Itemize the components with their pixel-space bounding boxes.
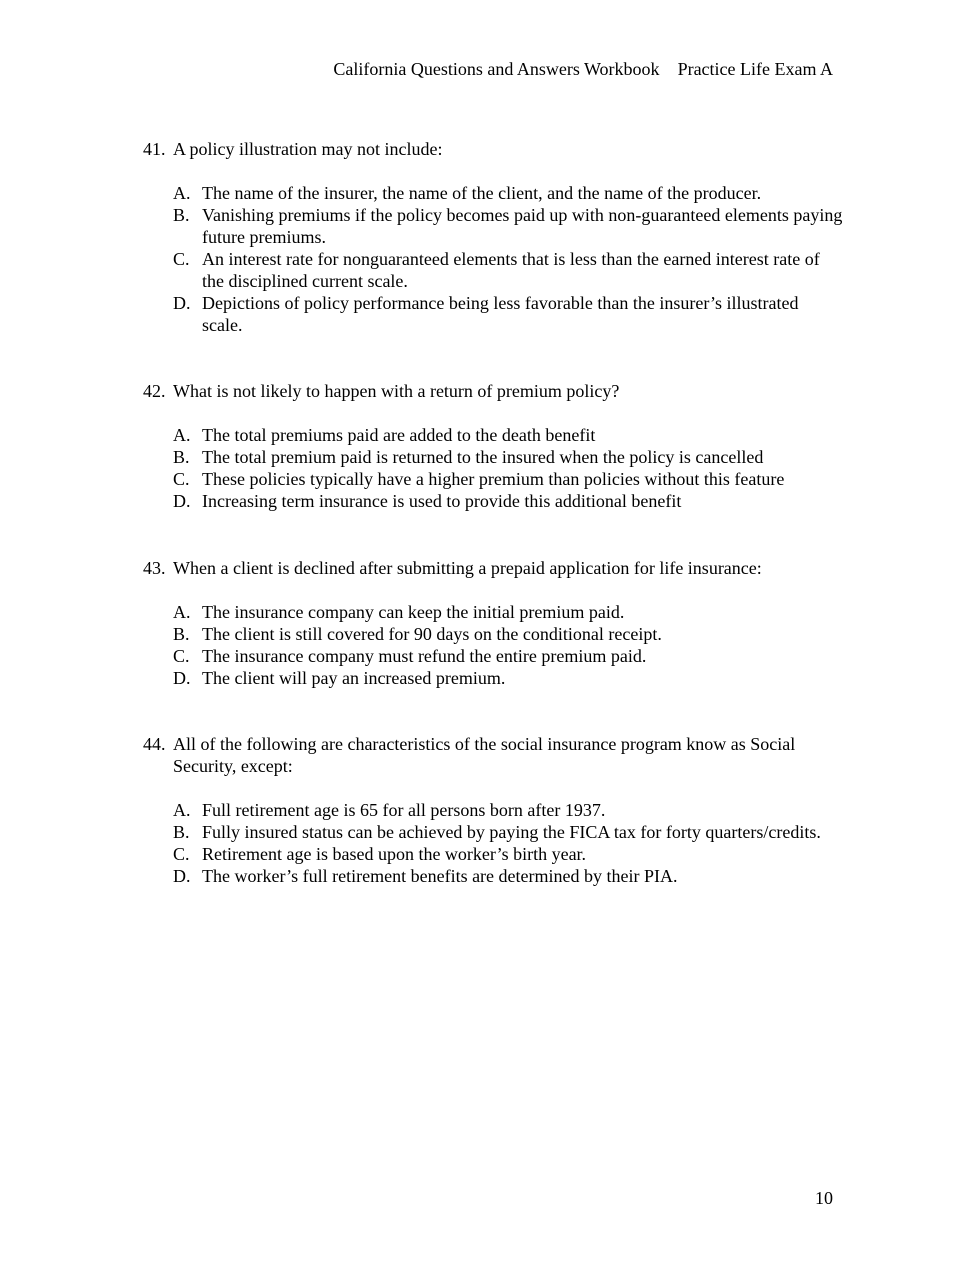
answer-option-a: [173, 799, 843, 821]
option-text: Retirement age is based upon the worker’s birth year.: [202, 844, 587, 864]
answer-option-b: [173, 623, 843, 645]
option-letter: B.: [173, 447, 190, 467]
question-41: [143, 138, 843, 336]
question-43: [143, 557, 843, 689]
question-number: 44.: [143, 734, 166, 754]
question-44: [143, 733, 843, 887]
answer-option-a: [173, 424, 843, 446]
option-letter: A.: [173, 602, 191, 622]
option-text: An interest rate for nonguaranteed elements that is less than the earned interest rate of the disciplined current scale.: [202, 249, 820, 291]
option-text: The name of the insurer, the name of the client, and the name of the producer.: [202, 183, 762, 203]
option-text: The insurance company can keep the initial premium paid.: [202, 602, 625, 622]
answer-option-b: [173, 821, 843, 843]
option-text: The client is still covered for 90 days on the conditional receipt.: [202, 624, 662, 644]
answer-option-d: [173, 865, 843, 887]
question-text: What is not likely to happen with a return of premium policy?: [173, 381, 620, 401]
option-text: The worker’s full retirement benefits are determined by their PIA.: [202, 866, 678, 886]
option-text: Increasing term insurance is used to provide this additional benefit: [202, 491, 682, 511]
option-letter: C.: [173, 844, 190, 864]
answer-option-c: [173, 645, 843, 667]
question-text: All of the following are characteristics of the social insurance program know as Social Security, except:: [173, 734, 805, 776]
answer-options: [143, 182, 843, 336]
option-letter: D.: [173, 866, 191, 886]
question-stem: [143, 557, 843, 579]
answer-option-c: [173, 468, 843, 490]
option-letter: B.: [173, 822, 190, 842]
question-number: 41.: [143, 139, 166, 159]
page-header: [333, 58, 833, 80]
question-number: 42.: [143, 381, 166, 401]
option-letter: A.: [173, 183, 191, 203]
question-text: A policy illustration may not include:: [173, 139, 443, 159]
option-letter: B.: [173, 205, 190, 225]
question-stem: [143, 138, 843, 160]
answer-option-d: [173, 292, 843, 336]
option-letter: D.: [173, 668, 191, 688]
question-42: [143, 380, 843, 512]
option-text: The insurance company must refund the entire premium paid.: [202, 646, 647, 666]
answer-option-b: [173, 204, 843, 248]
answer-option-c: [173, 248, 843, 292]
question-stem: [143, 380, 843, 402]
option-text: These policies typically have a higher premium than policies without this feature: [202, 469, 785, 489]
answer-options: [143, 799, 843, 887]
option-letter: C.: [173, 469, 190, 489]
option-letter: D.: [173, 491, 191, 511]
page-number: 10: [815, 1188, 833, 1208]
option-text: The total premiums paid are added to the death benefit: [202, 425, 596, 445]
question-text: When a client is declined after submitting a prepaid application for life insurance:: [173, 558, 762, 578]
answer-option-d: [173, 490, 843, 512]
option-letter: B.: [173, 624, 190, 644]
option-letter: D.: [173, 293, 191, 313]
option-text: Vanishing premiums if the policy becomes paid up with non-guaranteed elements paying future premiums.: [202, 205, 843, 247]
option-letter: C.: [173, 646, 190, 666]
option-letter: C.: [173, 249, 190, 269]
option-text: Fully insured status can be achieved by paying the FICA tax for forty quarters/credits.: [202, 822, 821, 842]
option-letter: A.: [173, 425, 191, 445]
option-text: Depictions of policy performance being less favorable than the insurer’s illustrated scale.: [202, 293, 799, 335]
answer-option-a: [173, 601, 843, 623]
header-title: California Questions and Answers Workbook: [333, 59, 660, 79]
answer-option-a: [173, 182, 843, 204]
option-text: The client will pay an increased premium.: [202, 668, 506, 688]
question-number: 43.: [143, 558, 166, 578]
answer-option-c: [173, 843, 843, 865]
option-text: Full retirement age is 65 for all persons born after 1937.: [202, 800, 606, 820]
header-subtitle: Practice Life Exam A: [677, 59, 833, 79]
answer-option-d: [173, 667, 843, 689]
option-text: The total premium paid is returned to the insured when the policy is cancelled: [202, 447, 764, 467]
option-letter: A.: [173, 800, 191, 820]
question-stem: [143, 733, 843, 777]
answer-options: [143, 601, 843, 689]
answer-options: [143, 424, 843, 512]
answer-option-b: [173, 446, 843, 468]
